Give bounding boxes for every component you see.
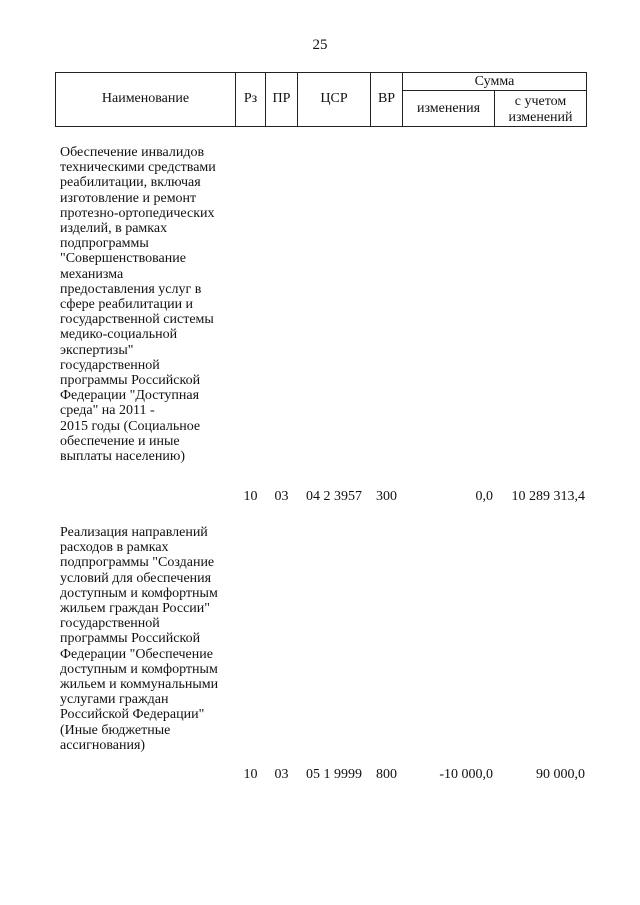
description-line: изделий, в рамках [60,221,168,237]
header-sum-underline [402,90,586,91]
header-border-right [586,72,587,127]
row-with-change: 90 000,0 [536,767,585,782]
description-line: жильем граждан России" [60,601,210,617]
row-pr: 03 [274,767,289,782]
description-line: реабилитации, включая [60,175,201,191]
description-line: условий для обеспечения [60,570,212,586]
header-border-top [55,72,586,73]
description-line: доступным и комфортным [60,585,218,601]
header-with-change [495,94,586,126]
row-description [60,145,240,464]
description-line: программы Российской [60,373,201,389]
header-rz: Рз [243,91,258,106]
row-change: -10 000,0 [439,767,493,782]
description-line: изготовление и ремонт [60,190,197,206]
header-csr: ЦСР [320,91,348,106]
header-vr: ВР [377,91,396,106]
description-line: ассигнования) [60,737,146,753]
row-rz: 10 [243,489,258,504]
description-line: Федерации "Обеспечение [60,646,213,662]
row-csr: 05 1 9999 [306,767,362,782]
description-line: подпрограммы [60,236,149,252]
row-change: 0,0 [475,489,493,504]
description-line: услугами граждан [60,692,169,708]
description-line: предоставления услуг в [60,281,202,297]
header-with-change-line2: изменений [508,110,573,125]
page-number: 25 [312,37,328,53]
description-line: медико-социальной [60,327,178,343]
description-line: расходов в рамках [60,540,169,556]
description-line: Обеспечение инвалидов [60,145,205,160]
header-pr: ПР [272,91,291,106]
row-vr: 800 [376,767,397,782]
description-line: государственной [60,357,160,373]
row-rz: 10 [243,767,258,782]
description-line: механизма [60,266,124,282]
header-border-bottom [55,126,586,127]
row-vr: 300 [376,489,397,504]
description-line: обеспечение и иные [60,433,180,449]
description-line: жильем и коммунальными [60,677,219,693]
description-line: Российской Федерации" [60,707,205,723]
header-change: изменения [416,101,481,116]
header-name: Наименование [101,91,190,106]
header-with-change-line1: с учетом [514,94,567,109]
description-line: протезно-ортопедических [60,205,215,221]
row-pr: 03 [274,489,289,504]
description-line: подпрограммы "Создание [60,555,215,571]
description-line: программы Российской [60,631,201,647]
description-line: выплаты населению) [60,449,185,465]
description-line: Федерации "Доступная [60,388,200,404]
header-sum: Сумма [474,74,515,89]
description-line: 2015 годы (Социальное [60,418,201,434]
description-line: "Совершенствование [60,251,186,267]
row-csr: 04 2 3957 [306,489,362,504]
description-line: техническими средствами [60,160,216,176]
description-line: государственной системы [60,312,214,328]
description-line: (Иные бюджетные [60,722,171,738]
description-line: Реализация направлений [60,525,208,540]
description-line: среда" на 2011 - [60,403,155,419]
description-line: экспертизы" [60,342,134,358]
description-line: государственной [60,616,160,632]
row-with-change: 10 289 313,4 [511,489,585,504]
description-line: доступным и комфортным [60,661,218,677]
row-description [60,525,240,753]
description-line: сфере реабилитации и [60,297,194,313]
